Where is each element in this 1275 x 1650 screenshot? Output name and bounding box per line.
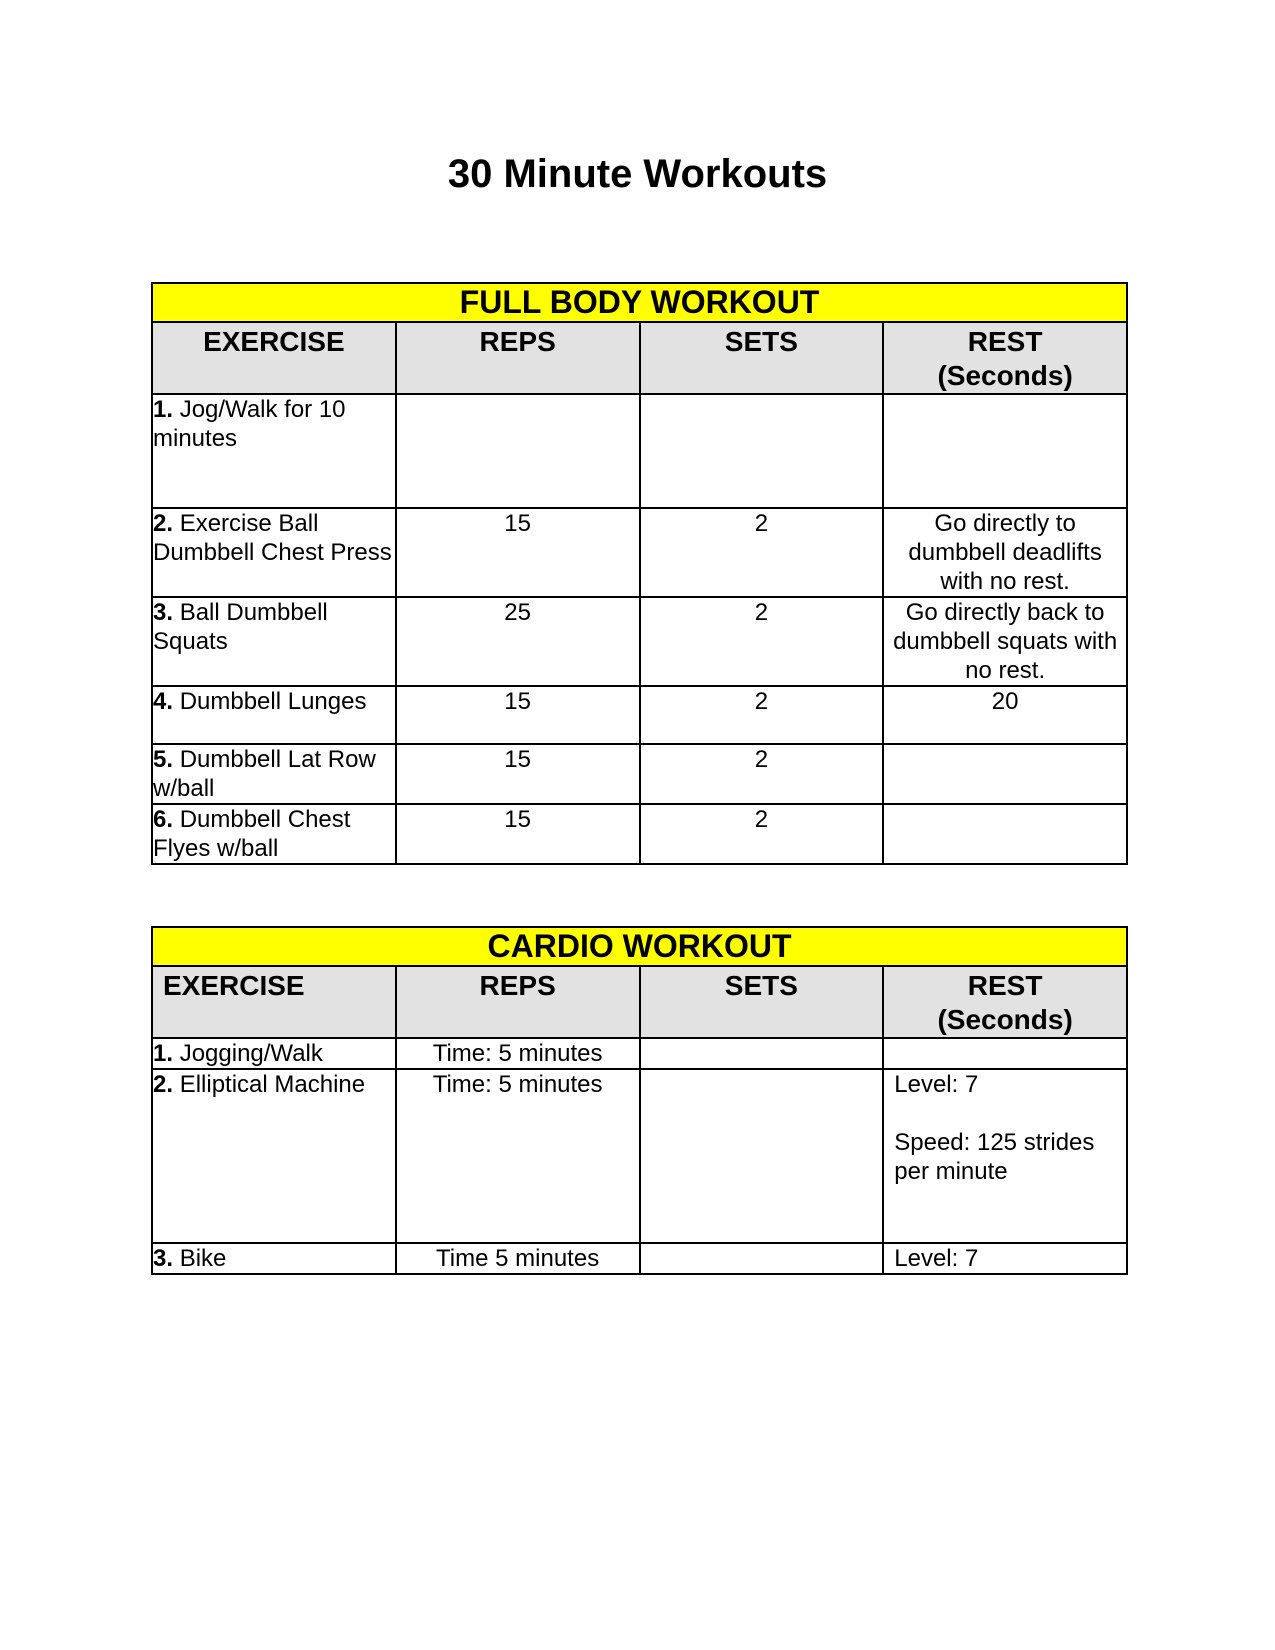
exercise-cell bbox=[152, 744, 396, 804]
exercise-name: Exercise Ball Dumbbell Chest Press bbox=[153, 510, 392, 566]
sets-cell: 2 bbox=[640, 804, 884, 864]
exercise-number: 3. bbox=[153, 1245, 174, 1272]
exercise-name: Jogging/Walk bbox=[179, 1040, 323, 1067]
exercise-header: EXERCISE bbox=[152, 322, 396, 394]
sets-cell: 2 bbox=[640, 744, 884, 804]
full-body-banner: FULL BODY WORKOUT bbox=[152, 283, 1127, 322]
table-row bbox=[152, 1038, 1127, 1069]
cardio-banner: CARDIO WORKOUT bbox=[152, 927, 1127, 966]
table-row bbox=[152, 804, 1127, 864]
rest-cell bbox=[883, 804, 1127, 864]
reps-cell: 25 bbox=[396, 597, 640, 686]
sets-cell bbox=[640, 1038, 884, 1069]
reps-cell: Time: 5 minutes bbox=[396, 1038, 640, 1069]
cardio-header-row bbox=[152, 966, 1127, 1038]
full-body-header-row bbox=[152, 322, 1127, 394]
exercise-name: Bike bbox=[179, 1245, 227, 1272]
exercise-name: Elliptical Machine bbox=[179, 1071, 366, 1098]
exercise-name: Dumbbell Lat Row w/ball bbox=[153, 746, 376, 802]
reps-cell: 15 bbox=[396, 508, 640, 597]
table-row bbox=[152, 1243, 1127, 1274]
full-body-workout-table bbox=[151, 282, 1128, 865]
exercise-number: 6. bbox=[153, 806, 174, 833]
exercise-number: 1. bbox=[153, 396, 174, 423]
rest-cell bbox=[883, 1069, 1127, 1243]
exercise-name: Dumbbell Lunges bbox=[179, 688, 367, 715]
reps-cell: Time 5 minutes bbox=[396, 1243, 640, 1274]
exercise-cell bbox=[152, 394, 396, 508]
reps-header: REPS bbox=[396, 966, 640, 1038]
rest-cell: Go directly back to dumbbell squats with no rest. bbox=[883, 597, 1127, 686]
rest-level: Level: 7 bbox=[894, 1071, 979, 1098]
sets-cell: 2 bbox=[640, 597, 884, 686]
rest-header-line2: (Seconds) bbox=[937, 1004, 1073, 1035]
exercise-name: Dumbbell Chest Flyes w/ball bbox=[153, 806, 351, 862]
sets-cell bbox=[640, 1069, 884, 1243]
table-row bbox=[152, 394, 1127, 508]
exercise-cell bbox=[152, 1038, 396, 1069]
table-row bbox=[152, 686, 1127, 744]
sets-header: SETS bbox=[640, 322, 884, 394]
exercise-cell bbox=[152, 508, 396, 597]
reps-cell bbox=[396, 394, 640, 508]
reps-header: REPS bbox=[396, 322, 640, 394]
rest-cell: Level: 7 bbox=[883, 1243, 1127, 1274]
rest-cell bbox=[883, 1038, 1127, 1069]
exercise-number: 3. bbox=[153, 599, 174, 626]
rest-speed: Speed: 125 strides per minute bbox=[894, 1129, 1095, 1185]
reps-cell: Time: 5 minutes bbox=[396, 1069, 640, 1243]
exercise-number: 5. bbox=[153, 746, 174, 773]
exercise-number: 2. bbox=[153, 510, 174, 537]
page-title: 30 Minute Workouts bbox=[447, 152, 828, 196]
sets-cell bbox=[640, 394, 884, 508]
rest-header bbox=[883, 966, 1127, 1038]
rest-cell bbox=[883, 744, 1127, 804]
exercise-name: Ball Dumbbell Squats bbox=[153, 599, 328, 655]
rest-cell: 20 bbox=[883, 686, 1127, 744]
rest-header-line1: REST bbox=[967, 326, 1043, 357]
cardio-workout-table bbox=[151, 926, 1128, 1275]
rest-cell: Go directly to dumbbell deadlifts with no rest. bbox=[883, 508, 1127, 597]
rest-header-line1: REST bbox=[967, 970, 1043, 1001]
table-row bbox=[152, 597, 1127, 686]
exercise-number: 1. bbox=[153, 1040, 174, 1067]
sets-cell: 2 bbox=[640, 686, 884, 744]
sets-cell bbox=[640, 1243, 884, 1274]
exercise-name: Jog/Walk for 10 minutes bbox=[153, 396, 346, 452]
exercise-number: 4. bbox=[153, 688, 174, 715]
sets-cell: 2 bbox=[640, 508, 884, 597]
table-row bbox=[152, 744, 1127, 804]
rest-header bbox=[883, 322, 1127, 394]
reps-cell: 15 bbox=[396, 686, 640, 744]
exercise-cell bbox=[152, 597, 396, 686]
reps-cell: 15 bbox=[396, 744, 640, 804]
exercise-cell bbox=[152, 1069, 396, 1243]
reps-cell: 15 bbox=[396, 804, 640, 864]
table-row bbox=[152, 1069, 1127, 1243]
exercise-cell bbox=[152, 804, 396, 864]
exercise-cell bbox=[152, 686, 396, 744]
exercise-number: 2. bbox=[153, 1071, 174, 1098]
exercise-header: EXERCISE bbox=[152, 966, 396, 1038]
rest-cell bbox=[883, 394, 1127, 508]
table-row bbox=[152, 508, 1127, 597]
exercise-cell bbox=[152, 1243, 396, 1274]
sets-header: SETS bbox=[640, 966, 884, 1038]
rest-header-line2: (Seconds) bbox=[937, 360, 1073, 391]
